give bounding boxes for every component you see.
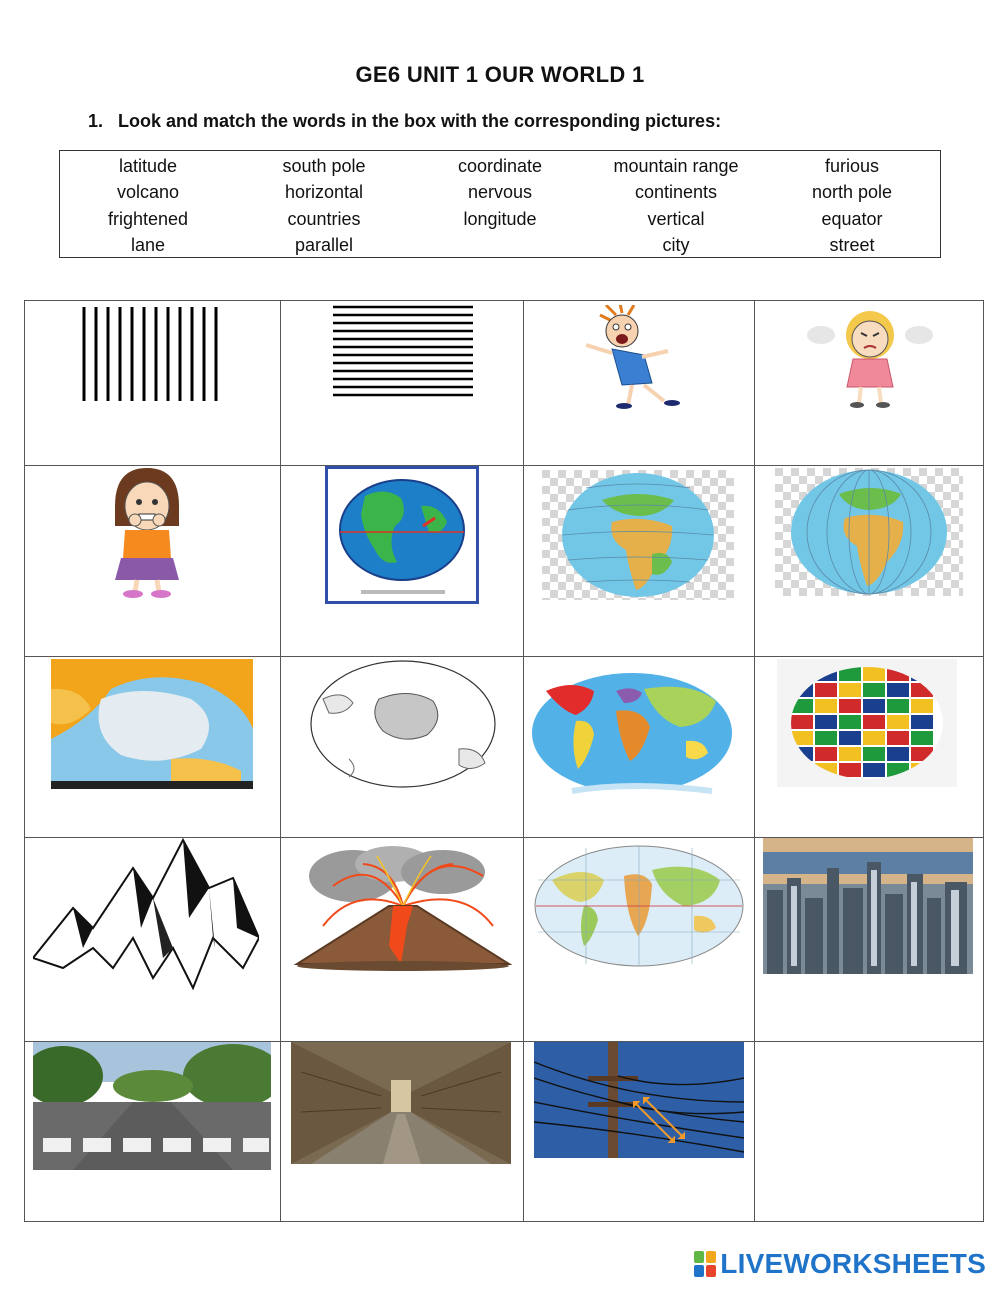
word-row [60,233,940,260]
frightened-person-picture [572,305,706,411]
word[interactable]: latitude [118,155,178,176]
south-pole-map-picture [309,659,497,789]
picture-cell[interactable] [25,301,281,466]
word[interactable]: frightened [107,208,189,229]
logo-square [694,1265,704,1277]
word[interactable]: volcano [116,182,180,203]
word-box [59,150,941,258]
word[interactable]: continents [634,182,718,203]
word[interactable]: south pole [282,155,366,176]
picture-cell[interactable] [524,657,755,838]
word[interactable]: coordinate [457,155,543,176]
word[interactable]: equator [821,208,883,229]
word[interactable]: lane [130,235,166,256]
latitude-globe-picture [542,470,734,600]
furious-girl-picture [807,305,933,409]
picture-cell[interactable] [25,1042,281,1222]
word[interactable]: parallel [294,235,354,256]
north-pole-map-picture [51,659,253,789]
vertical-lines-picture [81,307,221,401]
word-row [60,153,940,180]
picture-cell[interactable] [755,301,984,466]
word[interactable]: furious [824,155,880,176]
volcano-picture [293,846,513,972]
lane-picture [291,1042,511,1164]
picture-grid [24,300,984,1222]
brand-name: LIVEWORKSHEETS [720,1248,986,1279]
logo-square [694,1251,704,1263]
nervous-girl-picture [105,466,189,600]
continents-map-picture [532,671,734,803]
picture-cell[interactable] [25,657,281,838]
picture-cell[interactable] [281,466,524,657]
parallel-wires-picture [534,1042,744,1158]
picture-cell[interactable] [25,466,281,657]
logo-square [706,1265,716,1277]
picture-cell[interactable] [524,1042,755,1222]
brand-footer [694,1248,986,1280]
mountain-range-picture [33,838,259,990]
equator-globe-picture [325,466,479,604]
word[interactable]: vertical [647,208,705,229]
liveworksheets-logo-icon [694,1251,716,1277]
horizontal-lines-picture [333,305,473,397]
instruction-number: 1. [88,111,104,131]
picture-cell[interactable] [755,838,984,1042]
picture-cell[interactable] [281,1042,524,1222]
word[interactable]: horizontal [284,182,364,203]
logo-square [706,1251,716,1263]
countries-flags-globe-picture [777,659,957,787]
longitude-globe-picture [775,468,963,596]
word-row [60,180,940,207]
instruction-text: Look and match the words in the box with the corresponding pictures: [118,111,722,131]
word[interactable]: city [662,235,690,256]
street-picture [33,1042,271,1170]
coordinate-map-picture [534,840,744,970]
word[interactable]: mountain range [613,155,739,176]
empty-cell[interactable] [755,1042,984,1222]
picture-cell[interactable] [755,466,984,657]
picture-cell[interactable] [524,838,755,1042]
picture-cell[interactable] [755,657,984,838]
word[interactable]: north pole [811,182,893,203]
instruction [88,111,721,132]
city-skyline-picture [763,838,973,974]
picture-cell[interactable] [281,301,524,466]
picture-cell[interactable] [524,466,755,657]
picture-cell[interactable] [25,838,281,1042]
picture-cell[interactable] [524,301,755,466]
word[interactable]: nervous [467,182,533,203]
picture-cell[interactable] [281,838,524,1042]
word[interactable]: longitude [463,208,537,229]
word[interactable]: street [829,235,875,256]
worksheet-title: GE6 UNIT 1 OUR WORLD 1 [355,62,645,87]
word[interactable]: countries [287,208,361,229]
word-row [60,206,940,233]
picture-cell[interactable] [281,657,524,838]
